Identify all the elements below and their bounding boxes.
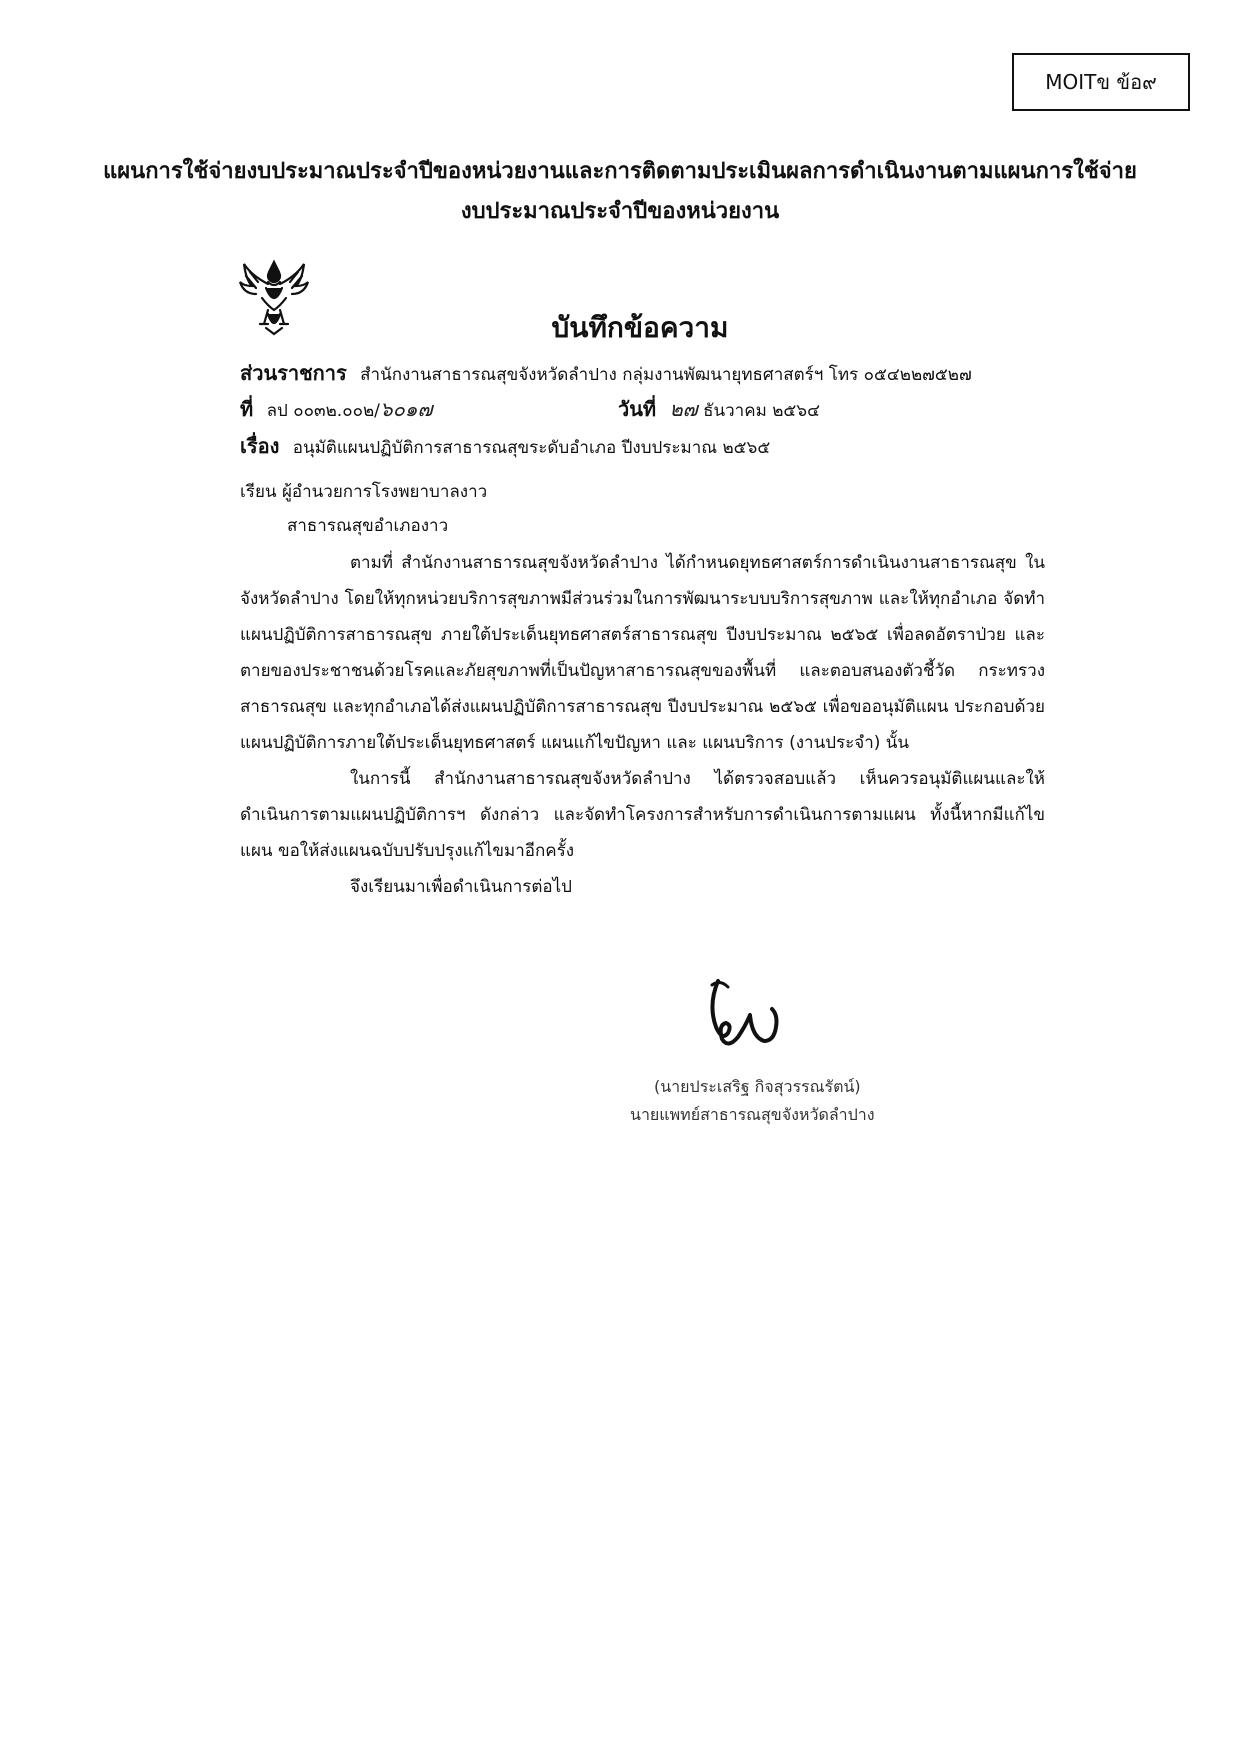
- date-value: ธันวาคม ๒๕๖๔: [703, 401, 820, 421]
- body-closing: จึงเรียนมาเพื่อดำเนินการต่อไป: [350, 877, 572, 897]
- recipient-label: เรียน: [240, 482, 277, 502]
- date-label: วันที่: [618, 397, 657, 421]
- body-paragraph-2: ในการนี้ สำนักงานสาธารณสุขจังหวัดลำปาง ได้ตรวจสอบแล้ว เห็นควรอนุมัติแผนและให้ ดำเนินการตามแผนปฏิบัติการฯ ดังกล่าว และจัดทำโครงการสำหรับการดำเนินการตามแผน ทั้งนี้หากมีแก้ไข แผน ขอให้ส่งแผนฉบับปรับปรุงแก้ไขมาอีกครั้ง: [240, 769, 1045, 861]
- recipient-line1: ผู้อำนวยการโรงพยาบาลงาว: [281, 482, 488, 502]
- document-title: [100, 152, 1140, 232]
- subject-row: [240, 430, 770, 462]
- agency-label: ส่วนราชการ: [240, 361, 347, 385]
- reference-label: ที่: [240, 397, 254, 421]
- subject-label: เรื่อง: [240, 434, 280, 458]
- subject-value: อนุมัติแผนปฏิบัติการสาธารณสุขระดับอำเภอ ปีงบประมาณ ๒๕๖๕: [292, 438, 771, 458]
- date-group: [618, 393, 820, 425]
- reference-number: ลป ๐๐๓๒.๐๐๒/: [266, 401, 380, 421]
- signer-name: (นายประเสริฐ กิจสุวรรณรัตน์): [654, 1077, 861, 1096]
- agency-value: สำนักงานสาธารณสุขจังหวัดลำปาง กลุ่มงานพัฒนายุทธศาสตร์ฯ โทร ๐๕๔๒๒๗๕๒๗: [360, 365, 972, 385]
- signer-position: นายแพทย์สาธารณสุขจังหวัดลำปาง: [630, 1105, 875, 1124]
- reference-handwritten: ๖๐๑๗: [379, 397, 433, 421]
- reference-row: [240, 393, 960, 425]
- garuda-emblem-icon: [238, 258, 310, 336]
- body-paragraph-1: ตามที่ สำนักงานสาธารณสุขจังหวัดลำปาง ได้กำหนดยุทธศาสตร์การดำเนินงานสาธารณสุข ในจังหวัดลำปาง โดยให้ทุกหน่วยบริการสุขภาพมีส่วนร่วมในการพัฒนาระบบบริการสุขภาพ และให้ทุกอำเภอ จัดทำแผนปฏิบัติการสาธารณสุข ภายใต้ประเด็นยุทธศาสตร์สาธารณสุข ปีงบประมาณ ๒๕๖๕ เพื่อลดอัตราป่วย และตายของประชาชนด้วยโรคและภัยสุขภาพที่เป็นปัญหาสาธารณสุขของพื้นที่ และตอบสนองตัวชี้วัด กระทรวงสาธารณสุข และทุกอำเภอได้ส่งแผนปฏิบัติการสาธารณสุข ปีงบประมาณ ๒๕๖๕ เพื่อขออนุมัติแผน ประกอบด้วย แผนปฏิบัติการภายใต้ประเด็นยุทธศาสตร์ แผนแก้ไขปัญหา และ แผนบริการ (งานประจำ) นั้น: [240, 553, 1045, 753]
- recipient-row: [240, 478, 487, 505]
- date-handwritten: ๒๗: [669, 397, 698, 421]
- agency-row: [240, 357, 972, 389]
- reference-tag: MOITข ข้อ๙: [1012, 53, 1190, 111]
- recipient-line2: สาธารณสุขอำเภองาว: [287, 516, 449, 536]
- signature-mark: [688, 975, 798, 1055]
- memo-body: [240, 545, 1045, 905]
- memo-heading: บันทึกข้อความ: [551, 311, 729, 344]
- document-title-line2: งบประมาณประจำปีของหน่วยงาน: [460, 199, 780, 224]
- document-title-line1: แผนการใช้จ่ายงบประมาณประจำปีของหน่วยงานและการติดตามประเมินผลการดำเนินงานตามแผนการใช้จ่าย: [103, 159, 1137, 184]
